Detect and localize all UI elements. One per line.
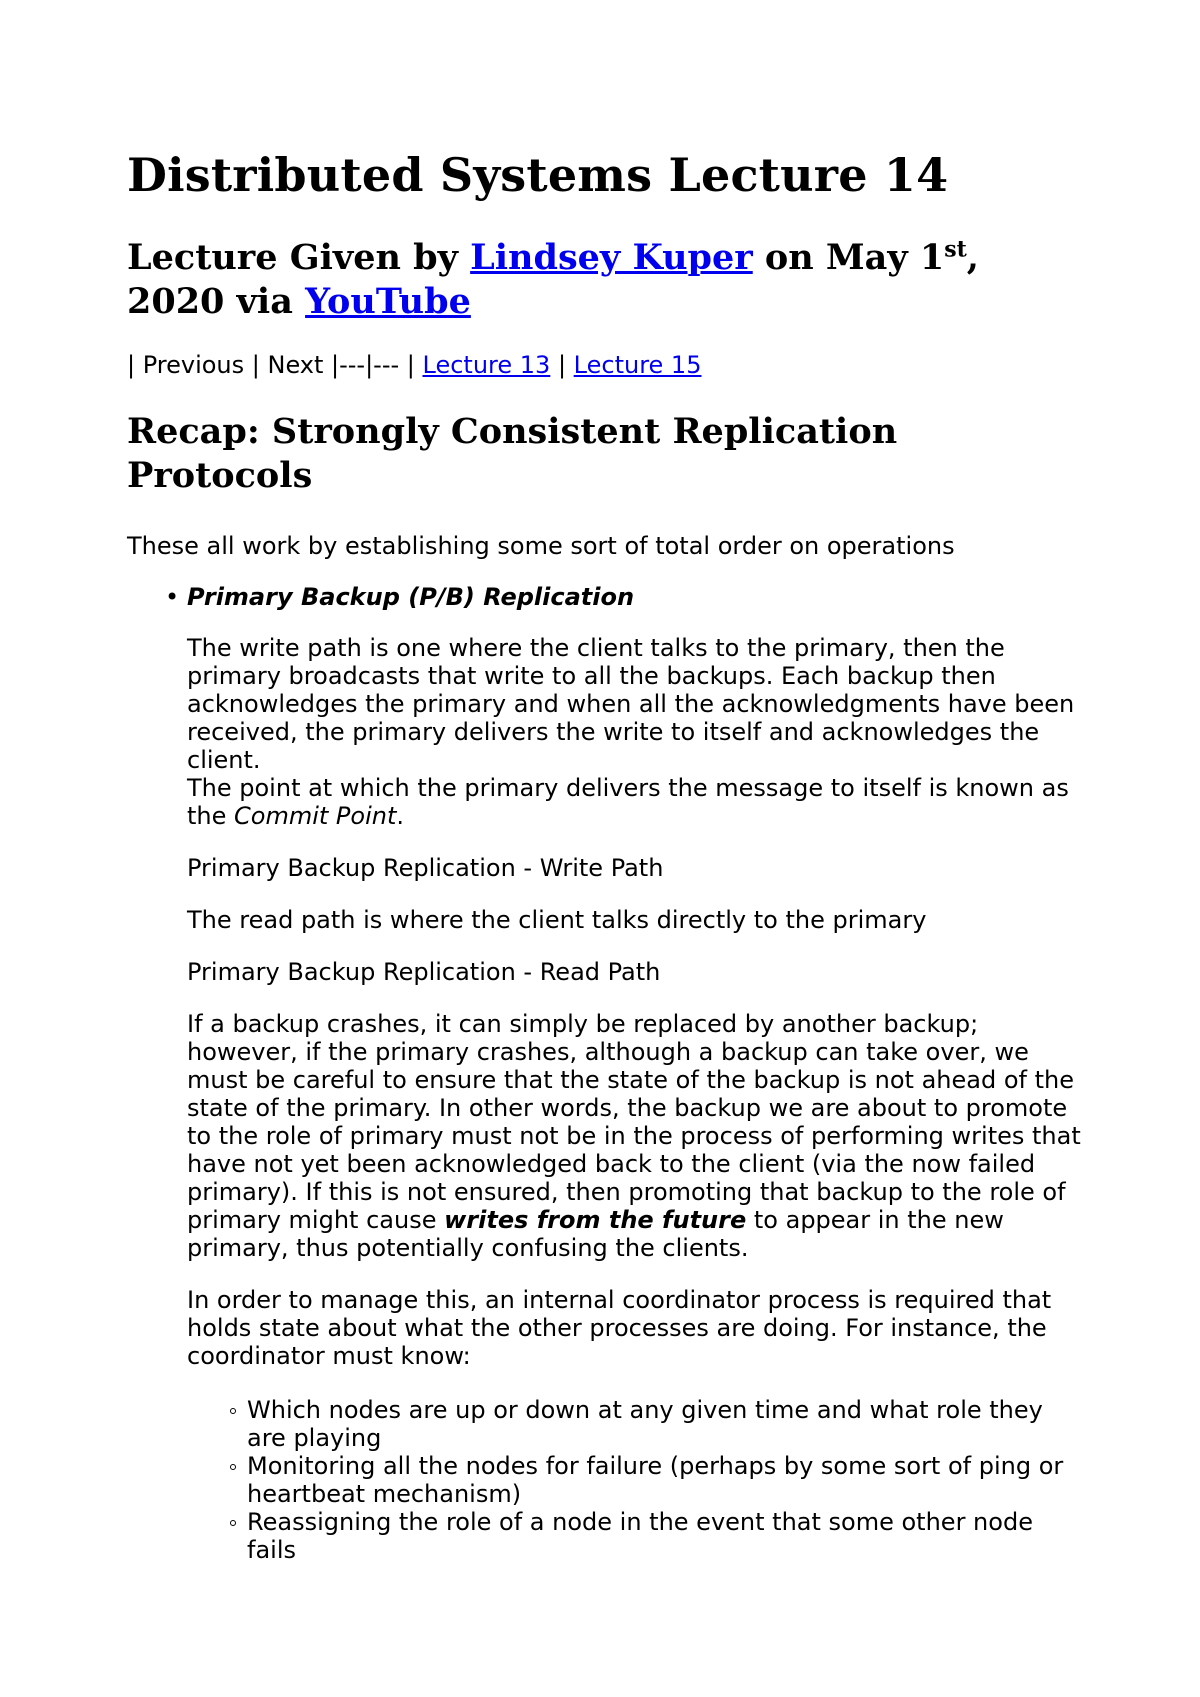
nav-lecture-15-link[interactable]: Lecture 15 [573, 351, 702, 379]
crash-paragraph [187, 1010, 1087, 1262]
nav-lecture-13-link[interactable]: Lecture 13 [422, 351, 551, 379]
coordinator-item-text: Which nodes are up or down at any given time and what role they are playing [247, 1396, 1043, 1452]
lecturer-link[interactable]: Lindsey Kuper [470, 237, 753, 278]
coordinator-paragraph: In order to manage this, an internal coordinator process is required that holds state about what the other processes are doing. For instance, the coordinator must know: [187, 1286, 1052, 1370]
write-path-figure-caption: Primary Backup Replication - Write Path [187, 854, 664, 882]
bullet-icon: • [165, 583, 180, 611]
coordinator-item-text: Monitoring all the nodes for failure (perhaps by some sort of ping or heartbeat mechanism) [247, 1452, 1064, 1508]
subtitle-via: , 2020 via [127, 237, 979, 322]
circle-bullet-icon [230, 1464, 236, 1470]
recap-heading: Recap: Strongly Consistent Replication Protocols [127, 411, 898, 496]
list-item [247, 1396, 1087, 1452]
list-item-primary-backup [165, 582, 1087, 1564]
date-ordinal-suffix: st [944, 236, 967, 263]
writes-from-future-term: writes from the future [444, 1206, 747, 1234]
primary-backup-title: Primary Backup (P/B) Replication [187, 583, 635, 611]
page-title: Distributed Systems Lecture 14 [127, 148, 949, 202]
document-page [127, 148, 1087, 1564]
read-path-paragraph: The read path is where the client talks directly to the primary [187, 906, 927, 934]
coordinator-list [187, 1396, 1087, 1564]
nav-separator: | [550, 351, 574, 379]
youtube-link[interactable]: YouTube [305, 281, 471, 322]
nav-text: | Previous | Next |---|--- | [127, 351, 423, 379]
commit-point-paragraph [187, 774, 1087, 830]
commit-point-term: Commit Point [234, 802, 397, 830]
crash-text: If a backup crashes, it can simply be replaced by another backup; however, if the primary crashes, although a backup can take over, we must be careful to ensure that the state of the backup is not ahead of the state of the primary. In other words, the backup we are about to promote to the role of primary must not be in the process of performing writes that have not yet been acknowledged back to the client (via the now failed primary). If this is not ensured, then promoting that backup to the role of primary might cause [187, 1010, 1081, 1234]
lecture-nav [127, 350, 1087, 380]
list-item [247, 1508, 1087, 1564]
crash-text-end: to appear in the new primary, thus potentially confusing the clients. [187, 1206, 1004, 1262]
subtitle-prefix: Lecture Given by [127, 237, 471, 278]
coordinator-item-text: Reassigning the role of a node in the event that some other node fails [247, 1508, 1033, 1564]
commit-point-prefix: The point at which the primary delivers the message to itself is known as the [187, 774, 1069, 830]
lecture-subtitle [127, 236, 1087, 324]
commit-point-suffix: . [396, 802, 405, 830]
protocol-list [127, 582, 1087, 1564]
subtitle-date: on May 1 [752, 237, 945, 278]
intro-paragraph: These all work by establishing some sort of total order on operations [127, 532, 955, 560]
write-path-paragraph: The write path is one where the client talks to the primary, then the primary broadcasts that write to all the backups. Each backup then acknowledges the primary and when all the acknowledgments have been received, the primary delivers the write to itself and acknowledges the client. [187, 634, 1075, 774]
list-item [247, 1452, 1087, 1508]
read-path-figure-caption: Primary Backup Replication - Read Path [187, 958, 661, 986]
circle-bullet-icon [230, 1408, 236, 1414]
circle-bullet-icon [230, 1520, 236, 1526]
